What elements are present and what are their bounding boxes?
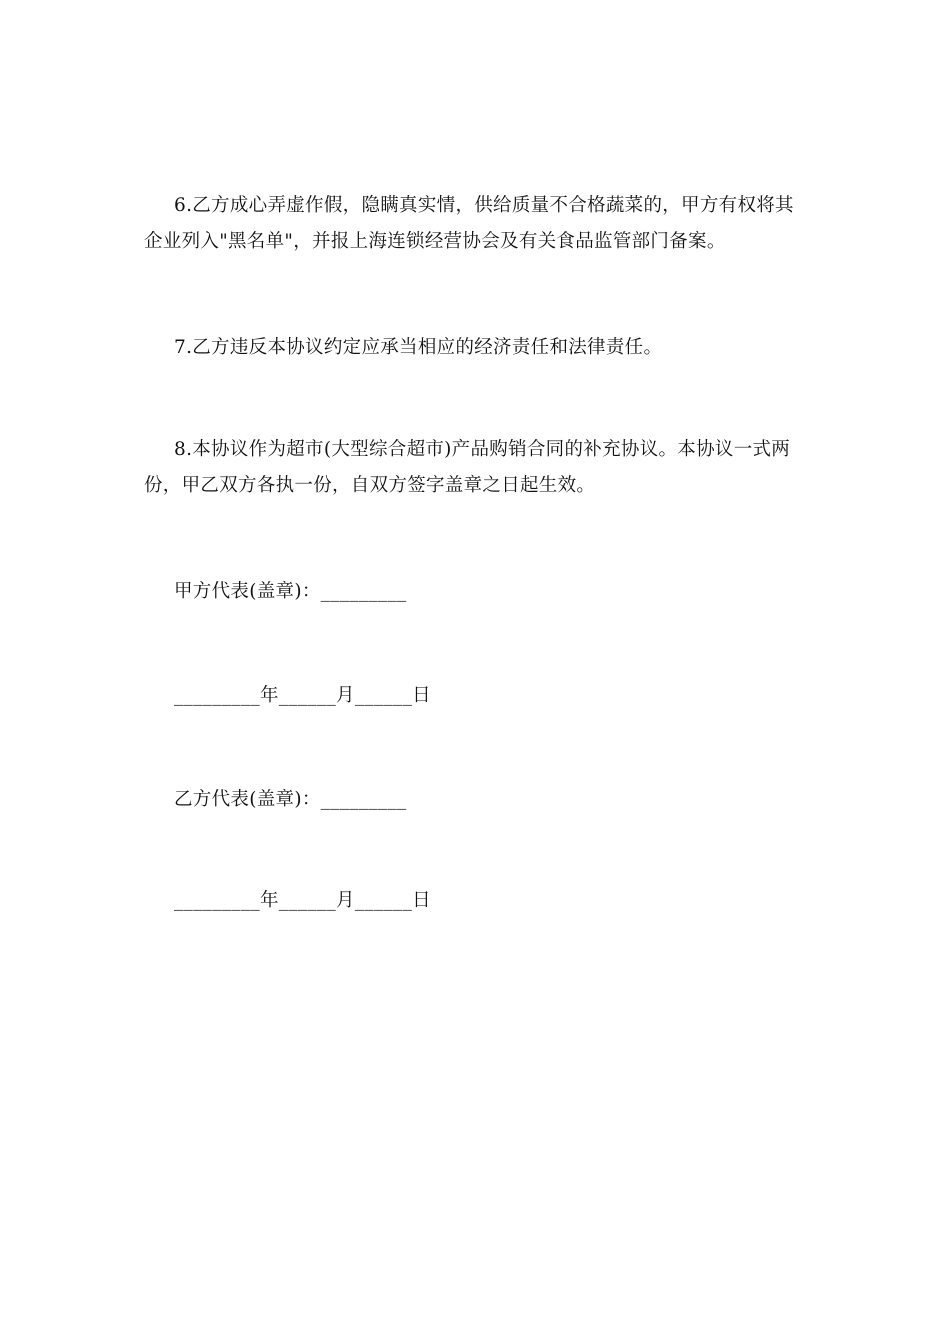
party-a-signature-line: 甲方代表(盖章)：_________ — [174, 581, 407, 602]
clause-6: 6.乙方成心弄虚作假，隐瞒真实情，供给质量不合格蔬菜的，甲方有权将其企业列入"黑名单"，并报上海连锁经营协会及有关食品监管部门备案。 — [144, 195, 794, 252]
clause-8: 8.本协议作为超市(大型综合超市)产品购销合同的补充协议。本协议一式两份，甲乙双方各执一份，自双方签字盖章之日起生效。 — [144, 439, 791, 496]
party-b-date-line: _________年______月______日 — [174, 890, 431, 911]
party-a-date-line: _________年______月______日 — [174, 685, 431, 706]
clause-7: 7.乙方违反本协议约定应承当相应的经济责任和法律责任。 — [174, 337, 663, 358]
party-b-signature-line: 乙方代表(盖章)：_________ — [174, 789, 407, 810]
